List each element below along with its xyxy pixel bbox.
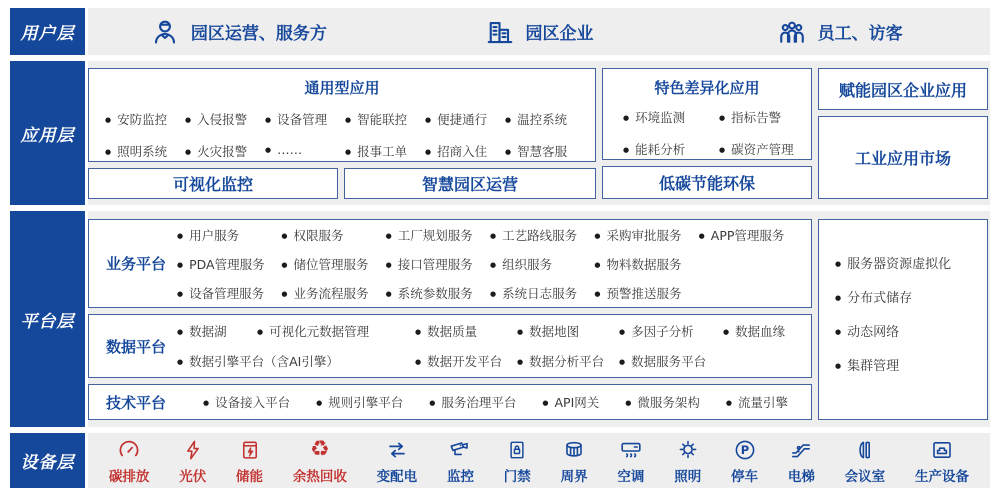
gauge-icon: [117, 437, 141, 463]
app-item: ● 招商入住: [425, 142, 505, 160]
banner-smart-park-operation: 智慧园区运营: [344, 168, 596, 199]
parking-icon: [733, 437, 757, 463]
air-conditioner-icon: [619, 437, 643, 463]
featured-apps-box: [602, 68, 812, 160]
user-group-enterprises: [485, 17, 594, 47]
service-item: ● 工艺路线服务: [490, 226, 594, 244]
light-icon: [676, 437, 700, 463]
app-item: ● 便捷通行: [425, 110, 505, 128]
business-platform-title: 业务平台: [105, 255, 166, 273]
app-item: ● 照明系统: [105, 142, 185, 160]
device-label: 周界: [560, 468, 588, 485]
device-lighting: [674, 437, 701, 485]
device-carbon-emission: [109, 437, 150, 485]
industrial-app-market-box: 工业应用市场: [818, 116, 988, 199]
data-platform-box: [88, 314, 812, 378]
user-group-visitors: [777, 17, 903, 47]
device-label: 空调: [617, 468, 645, 485]
service-item: ● 储位管理服务: [281, 255, 385, 273]
door-lock-icon: [506, 437, 528, 463]
banner-low-carbon: 低碳节能环保: [602, 166, 812, 199]
infra-item: ● 动态网络: [835, 321, 981, 340]
service-item: ● 设备管理服务: [177, 284, 281, 302]
device-label: 生产设备: [914, 468, 969, 485]
service-item: ● 数据分析平台: [517, 352, 619, 370]
app-item: ● 环境监测: [623, 108, 719, 126]
building-icon: [485, 17, 515, 47]
app-item: ● 温控系统: [505, 110, 585, 128]
device-label: 余热回收: [292, 468, 347, 485]
service-item: ● 可视化元数据管理: [257, 322, 415, 340]
people-icon: [777, 17, 807, 47]
lightning-icon: [182, 437, 204, 463]
user-group-label: 园区运营、服务方: [190, 24, 327, 44]
device-power-distribution: [377, 437, 418, 485]
infra-item: ● 服务器资源虚拟化: [835, 253, 981, 272]
device-parking: [731, 437, 758, 485]
device-label: 储能: [236, 468, 264, 485]
infrastructure-box: [818, 219, 988, 420]
service-item: ● 系统参数服务: [386, 284, 490, 302]
app-item: ● 设备管理: [265, 110, 345, 128]
app-item: ● 智能联控: [345, 110, 425, 128]
service-item: ● 物料数据服务: [594, 255, 698, 273]
data-platform-list: [177, 322, 803, 370]
service-item: ● API网关: [542, 393, 599, 411]
service-item: ● 接口管理服务: [386, 255, 490, 273]
general-apps-list: [89, 98, 595, 160]
device-meeting-room: [845, 437, 886, 485]
service-item: ● 系统日志服务: [490, 284, 594, 302]
device-label: 门禁: [503, 468, 531, 485]
app-item: ● 能耗分析: [623, 140, 719, 158]
user-group-label: 园区企业: [525, 24, 594, 44]
user-group-operators: [150, 17, 327, 47]
app-layer-label: 应用层: [10, 61, 85, 205]
service-item: ● 流量引擎: [726, 393, 788, 411]
meeting-room-icon: [853, 437, 877, 463]
general-apps-title: 通用型应用: [304, 79, 380, 97]
device-layer-label: 设备层: [10, 433, 85, 488]
device-label: 停车: [731, 468, 759, 485]
service-item: ● 微服务架构: [625, 393, 700, 411]
escalator-icon: [789, 437, 813, 463]
device-elevator: [788, 437, 815, 485]
service-item: ● 设备接入平台: [203, 393, 290, 411]
service-item: ● 数据质量: [415, 322, 517, 340]
banner-visual-monitoring: 可视化监控: [88, 168, 338, 199]
service-item: ● 组织服务: [490, 255, 594, 273]
service-item: ● 工厂规划服务: [386, 226, 490, 244]
app-item: ● ……: [265, 142, 345, 160]
app-item: ● 报事工单: [345, 142, 425, 160]
app-item: ● 安防监控: [105, 110, 185, 128]
app-item: ● 火灾报警: [185, 142, 265, 160]
service-item: ● 服务治理平台: [429, 393, 516, 411]
featured-apps-list: [603, 98, 811, 158]
device-label: 光伏: [179, 468, 207, 485]
device-label: 照明: [674, 468, 702, 485]
device-layer-band: [88, 433, 990, 488]
service-person-icon: [150, 17, 180, 47]
service-item: ● 规则引擎平台: [316, 393, 403, 411]
cctv-camera-icon: [448, 437, 472, 463]
device-production-equipment: [915, 437, 969, 485]
svg-text:P: P: [740, 442, 749, 457]
device-air-conditioning: [617, 437, 644, 485]
device-label: 会议室: [844, 468, 886, 485]
service-item: ● 业务流程服务: [281, 284, 385, 302]
device-solar-pv: [179, 437, 206, 485]
app-item: ● 智慧客服: [505, 142, 585, 160]
tech-platform-box: [88, 384, 812, 420]
user-layer-band: [88, 8, 990, 55]
user-group-label: 员工、访客: [817, 24, 903, 44]
service-item: ● 数据服务平台: [619, 352, 723, 370]
perimeter-icon: [562, 437, 586, 463]
empower-enterprise-apps-box: 赋能园区企业应用: [818, 68, 988, 110]
service-item: ● 数据血缘: [723, 322, 803, 340]
device-label: 碳排放: [108, 468, 150, 485]
service-item: ● 数据开发平台: [415, 352, 517, 370]
user-layer-label: 用户层: [10, 8, 85, 55]
service-item: ● 数据引擎平台（含AI引擎）: [177, 352, 415, 370]
app-item: ● 入侵报警: [185, 110, 265, 128]
device-label: 监控: [446, 468, 474, 485]
service-item: ● 数据地图: [517, 322, 619, 340]
recycle-icon: ♻: [309, 436, 330, 462]
service-item: ● 采购审批服务: [594, 226, 698, 244]
device-label: 电梯: [787, 468, 815, 485]
service-item: ● APP管理服务: [699, 226, 803, 244]
service-item: ● 多因子分析: [619, 322, 723, 340]
service-item: ● 数据湖: [177, 322, 257, 340]
service-item: ● 用户服务: [177, 226, 281, 244]
device-waste-heat-recovery: [293, 437, 347, 485]
tech-platform-title: 技术平台: [105, 393, 166, 412]
service-item: ● 预警推送服务: [594, 284, 698, 302]
business-platform-box: [88, 219, 812, 308]
featured-apps-title: 特色差异化应用: [654, 79, 760, 97]
device-perimeter: [561, 437, 588, 485]
app-item: ● 指标告警: [719, 108, 811, 126]
infra-item: ● 集群管理: [835, 355, 981, 374]
service-item: ● PDA管理服务: [177, 255, 281, 273]
device-access-control: [504, 437, 531, 485]
platform-layer-label: 平台层: [10, 211, 85, 427]
device-surveillance: [447, 437, 474, 485]
production-equipment-icon: [930, 437, 954, 463]
general-apps-box: [88, 68, 596, 162]
infra-item: ● 分布式储存: [835, 287, 981, 306]
service-item: ● 权限服务: [281, 226, 385, 244]
device-energy-storage: [236, 437, 263, 485]
data-platform-title: 数据平台: [105, 337, 166, 356]
app-item: ● 碳资产管理: [719, 140, 811, 158]
business-platform-list: [177, 226, 803, 302]
swap-arrows-icon: [385, 437, 409, 463]
device-label: 变配电: [376, 468, 418, 485]
battery-icon: [239, 437, 261, 463]
